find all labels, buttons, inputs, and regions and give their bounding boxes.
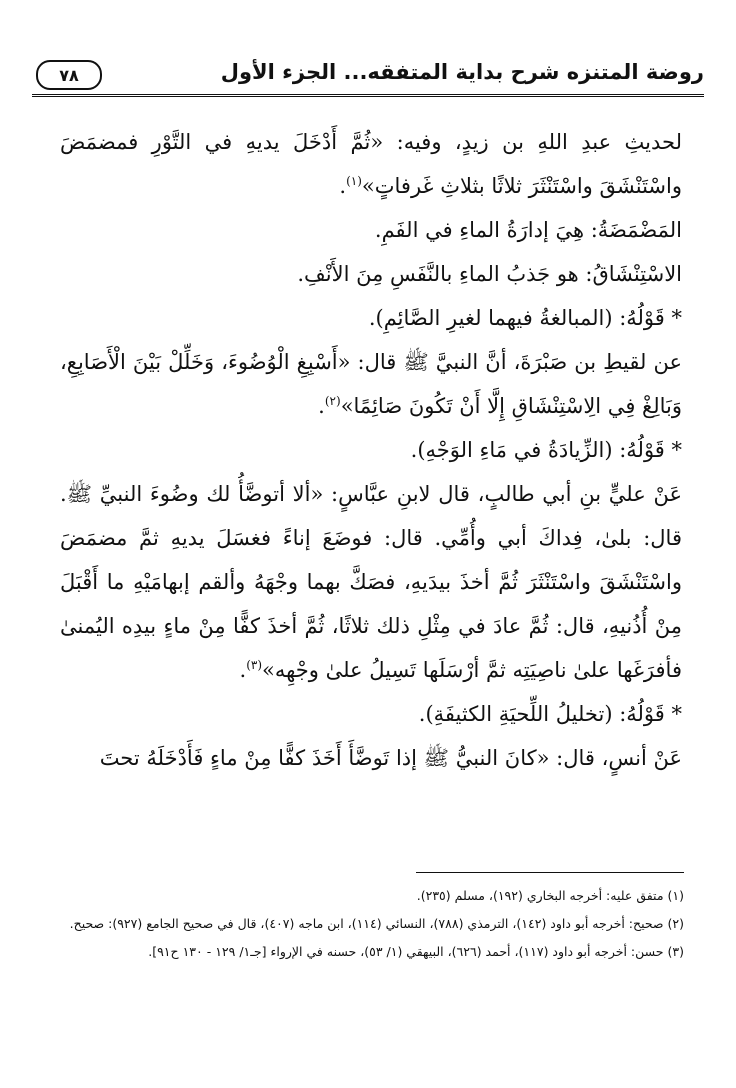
footnote-2: (٢) صحيح: أخرجه أبو داود (١٤٢)، الترمذي (٧٨٨)، النسائي (١١٤)، ابن ماجه (٤٠٧)، قال في صحيح الجامع (٩٢٧): صحيح. xyxy=(69,916,684,931)
paragraph-hadith-ali: عَنْ عليٍّ بنِ أبي طالبٍ، قال لابنِ عبَّاسٍ: «ألا أتوضَّأُ لك وضُوءَ النبيِّ ﷺ. قال: بلىٰ، فِداكَ أبي وأُمِّي. قال: فوضَعَ إناءً فغسَلَ يديهِ ثمَّ مضمَضَ واسْتَنْشَقَ واسْتَنْثَرَ ثُمَّ أخذَ بيدَيهِ، فصَكَّ بهما وجْهَهُ وألقم إبهامَيْهِ ما أَقْبَلَ مِنْ أُذُنيهِ، قال: ثُمَّ عادَ في مِثْلِ ذلك ثلاثًا، ثُمَّ أخذَ كفًّا مِنْ ماءٍ بيدِه اليُمنىٰ فأفرَغَها علىٰ ناصِيَتِه ثمَّ أرْسَلَها تَسِيلُ علىٰ وجْهِه»$^{(٣)}$. xyxy=(60,482,682,682)
heading-mubalagha: * قَوْلُهُ: (المبالغةُ فيهما لغيرِ الصَّائِمِ). xyxy=(368,306,682,330)
running-title: روضة المتنزه شرح بداية المتفقه... الجزء الأول xyxy=(220,60,704,84)
main-text xyxy=(60,120,682,780)
definition-madmada: المَضْمَضَةُ: هِيَ إدارَةُ الماءِ في الفَمِ. xyxy=(374,218,682,242)
heading-takhlil: * قَوْلُهُ: (تخليلُ اللِّحيَةِ الكثيفَةِ). xyxy=(418,702,682,726)
footnote-3: (٣) حسن: أخرجه أبو داود (١١٧)، أحمد (٦٢٦)، البيهقي (١/ ٥٣)، حسنه في الإرواء [جـ١/ ١٢٩ - ١٣٠ ح٩١]. xyxy=(148,944,684,959)
footnote-divider xyxy=(416,872,684,873)
paragraph-text: لحديثِ عبدِ اللهِ بن زيدٍ، وفيه: «ثُمَّ أَدْخَلَ يديهِ في التَّوْرِ فمضمَضَ واسْتَنْشَقَ واسْتَنْثَرَ ثلاثًا بثلاثِ غَرفاتٍ» xyxy=(60,130,682,198)
definition-istinshaq: الاسْتِنْشَاقُ: هو جَذبُ الماءِ بالنَّفَسِ مِنَ الأَنْفِ. xyxy=(297,262,682,286)
heading-ziyada: * قَوْلُهُ: (الزِّيادَةُ في مَاءِ الوَجْهِ). xyxy=(410,438,682,462)
header-rule xyxy=(32,94,704,97)
paragraph-hadith-laqit: عن لقيطِ بن صَبْرَةَ، أنَّ النبيَّ ﷺ قال: «أَسْبِغِ الْوُضُوءَ، وَخَلِّلْ بَيْنَ الْأَصَابِعِ، وَبَالِغْ فِي الِاسْتِنْشَاقِ إِلَّا أَنْ تَكُونَ صَائِمًا»$^{(٢)}$. xyxy=(60,350,682,418)
paragraph-hadith-abdullah: لحديثِ عبدِ اللهِ بن زيدٍ، وفيه: «ثُمَّ أَدْخَلَ يديهِ في التَّوْرِ فمضمَضَ واسْتَنْشَقَ واسْتَنْثَرَ ثلاثًا بثلاثِ غَرفاتٍ»$^{(١)}$. xyxy=(60,130,682,198)
page-number-badge: ٧٨ xyxy=(36,60,102,90)
paragraph-text: عَنْ عليٍّ بنِ أبي طالبٍ، قال لابنِ عبَّاسٍ: «ألا أتوضَّأُ لك وضُوءَ النبيِّ ﷺ. قال: بلىٰ، فِداكَ أبي وأُمِّي. قال: فوضَعَ إناءً فغسَلَ يديهِ ثمَّ مضمَضَ واسْتَنْشَقَ واسْتَنْثَرَ ثُمَّ أخذَ بيدَيهِ، فصَكَّ بهما وجْهَهُ وألقم إبهامَيْهِ ما أَقْبَلَ مِنْ أُذُنيهِ، قال: ثُمَّ عادَ في مِثْلِ ذلك ثلاثًا، ثُمَّ أخذَ كفًّا مِنْ ماءٍ بيدِه اليُمنىٰ فأفرَغَها علىٰ ناصِيَتِه ثمَّ أرْسَلَها تَسِيلُ علىٰ وجْهِه» xyxy=(60,482,682,682)
footnote-ref-2: (٢) xyxy=(324,394,341,408)
paragraph-text: عن لقيطِ بن صَبْرَةَ، أنَّ النبيَّ ﷺ قال: «أَسْبِغِ الْوُضُوءَ، وَخَلِّلْ بَيْنَ الْأَصَابِعِ، وَبَالِغْ فِي الِاسْتِنْشَاقِ إِلَّا أَنْ تَكُونَ صَائِمًا» xyxy=(60,350,682,418)
footnote-1: (١) متفق عليه: أخرجه البخاري (١٩٢)، مسلم (٢٣٥). xyxy=(416,888,684,903)
page-header xyxy=(32,58,704,96)
footnote-ref-3: (٣) xyxy=(246,658,263,672)
footnotes xyxy=(56,882,684,966)
paragraph-hadith-anas: عَنْ أنسٍ، قال: «كانَ النبيُّ ﷺ إذا تَوضَّأَ أَخَذَ كفًّا مِنْ ماءٍ فَأَدْخَلَهُ تحتَ xyxy=(99,746,682,770)
footnote-ref-1: (١) xyxy=(346,174,362,188)
